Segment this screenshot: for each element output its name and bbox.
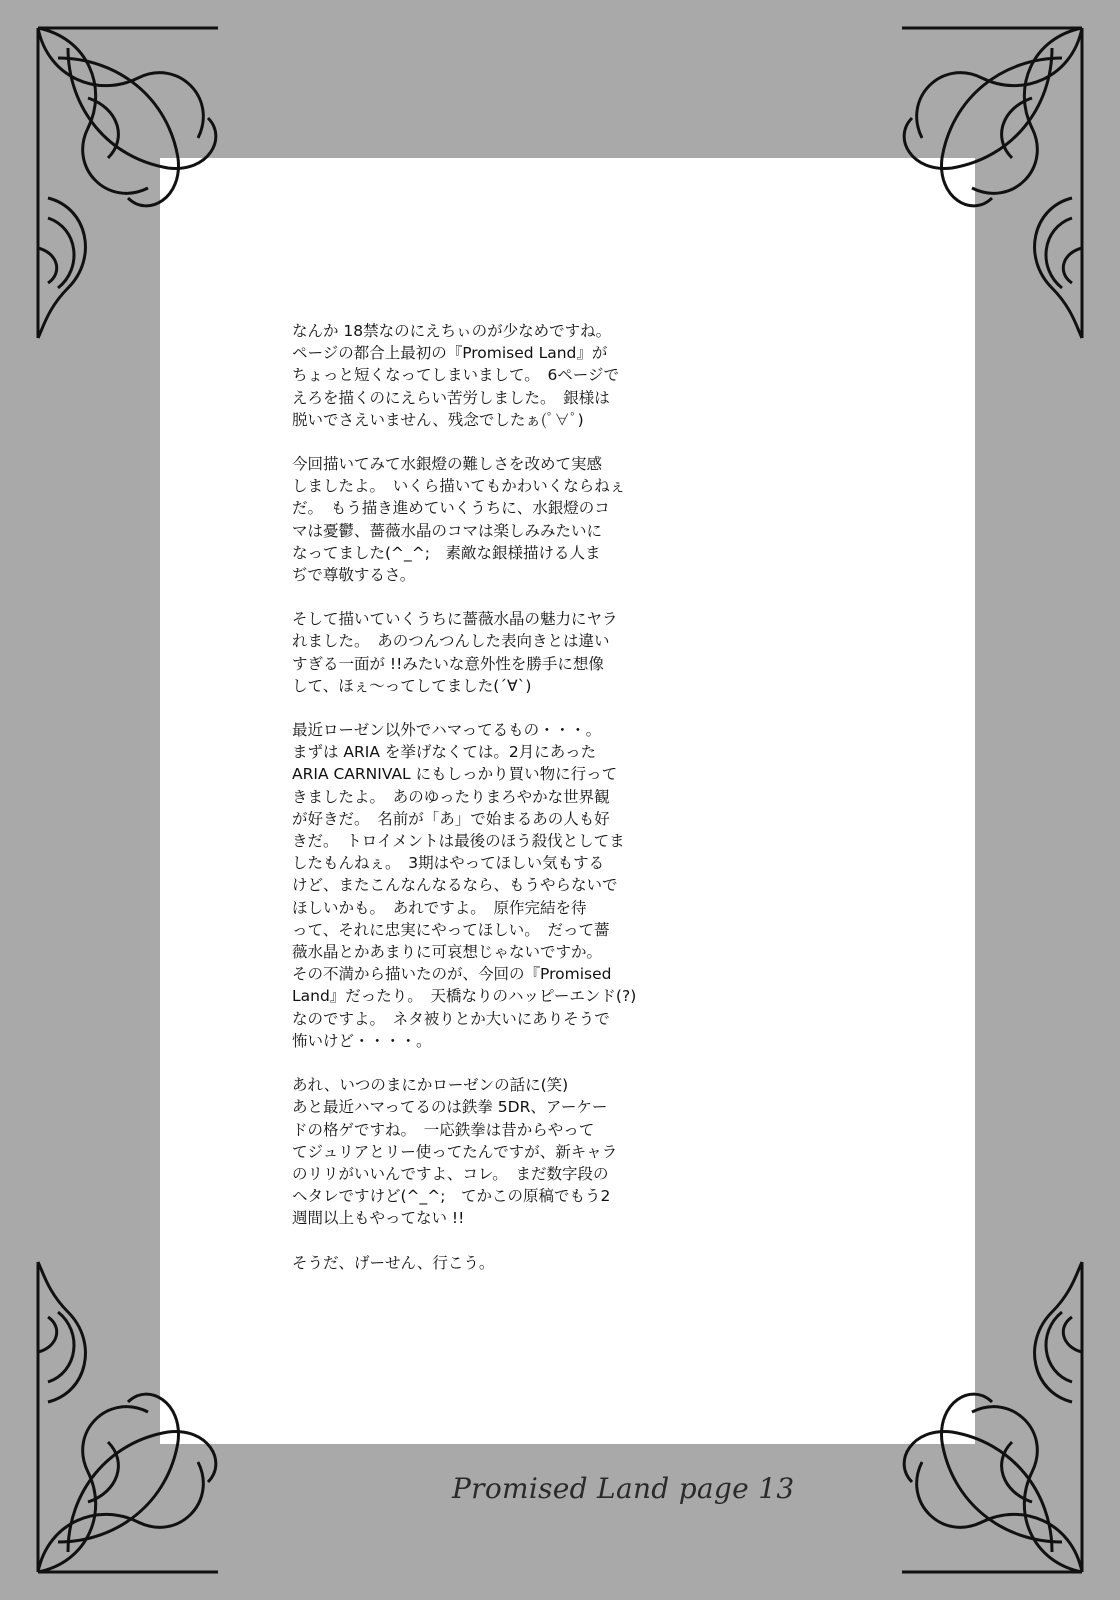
paragraph [292,719,652,1052]
text-line: 週間以上もやってない !! [292,1209,465,1228]
text-line: 最近ローゼン以外でハマってるもの・・・。 [292,721,602,740]
text-line: あと最近ハマってるのは鉄拳 5DR、アーケー [292,1098,608,1117]
text-line: しましたよ。 いくら描いてもかわいくならねぇ [292,477,626,496]
text-line: が好きだ。 名前が「あ」で始まるあの人も好 [292,809,610,828]
text-line: そうだ、げーせん、行こう。 [292,1253,495,1272]
paragraph [292,608,652,697]
text-line: きだ。 トロイメントは最後のほう殺伐としてま [292,832,625,851]
text-line: ほしいかも。 あれですよ。 原作完結を待 [292,898,587,917]
text-line: して、ほぇ～ってしてました(´∀`) [292,676,532,695]
text-line: ARIA CARNIVAL にもしっかり買い物に行って [292,765,618,784]
paragraph [292,453,652,586]
text-line: ドの格ゲですね。 一応鉄拳は昔からやって [292,1120,595,1139]
text-line: ぢで尊敬するさ。 [292,566,416,585]
text-line: 今回描いてみて水銀燈の難しさを改めて実感 [292,455,603,474]
text-line: まずは ARIA を挙げなくては。2月にあった [292,743,597,762]
paragraph [292,320,652,431]
text-line: だ。 もう描き進めていくうちに、水銀燈のコ [292,499,610,518]
text-line: 薇水晶とかあまりに可哀想じゃないですか。 [292,943,603,962]
page-footer: Promised Land page 13 [452,1472,795,1505]
paragraph [292,1252,652,1274]
text-line: ちょっと短くなってしまいまして。 6ページで [292,366,619,385]
text-line: そして描いていくうちに薔薇水晶の魅力にヤラ [292,610,618,629]
text-line: なってました(^_^; 素敵な銀様描ける人ま [292,543,601,562]
text-line: れました。 あのつんつんした表向きとは違い [292,632,610,651]
text-line: すぎる一面が !!みたいな意外性を勝手に想像 [292,654,604,673]
text-line: 怖いけど・・・・。 [292,1031,432,1050]
text-line: あれ、いつのまにかローゼンの話に(笑) [292,1076,569,1095]
text-line: なんか 18禁なのにえちぃのが少なめですね。 [292,322,612,340]
text-line: 脱いでさえいません、残念でしたぁ(ﾟ∀ﾟ) [292,410,584,429]
text-line: てジュリアとリー使ってたんですが、新キャラ [292,1142,618,1161]
text-line: ヘタレですけど(^_^; てかこの原稿でもう2 [292,1187,611,1206]
text-line: って、それに忠実にやってほしい。 だって薔 [292,920,610,939]
text-line: のリリがいいんですよ、コレ。 まだ数字段の [292,1164,609,1183]
corner-ornament-bottom-left [28,1262,218,1582]
paragraph [292,1074,652,1229]
corner-ornament-bottom-right [902,1262,1092,1582]
text-line: きましたよ。 あのゆったりまろやかな世界観 [292,787,610,806]
text-line: ページの都合上最初の『Promised Land』が [292,344,608,363]
corner-ornament-top-right [902,18,1092,338]
text-line: えろを描くのにえらい苦労しました。 銀様は [292,388,610,407]
corner-ornament-top-left [28,18,218,338]
text-line: Land』だったり。 天橋なりのハッピーエンド(?) [292,987,637,1006]
text-line: マは憂鬱、薔薇水晶のコマは楽しみみたいに [292,521,603,540]
text-line: その不満から描いたのが、今回の『Promised [292,965,612,984]
text-line: なのですよ。 ネタ被りとか大いにありそうで [292,1009,610,1028]
text-line: けど、またこんなんなるなら、もうやらないで [292,876,618,895]
afterword-text [292,320,652,1296]
text-line: したもんねぇ。 3期はやってほしい気もする [292,854,605,873]
